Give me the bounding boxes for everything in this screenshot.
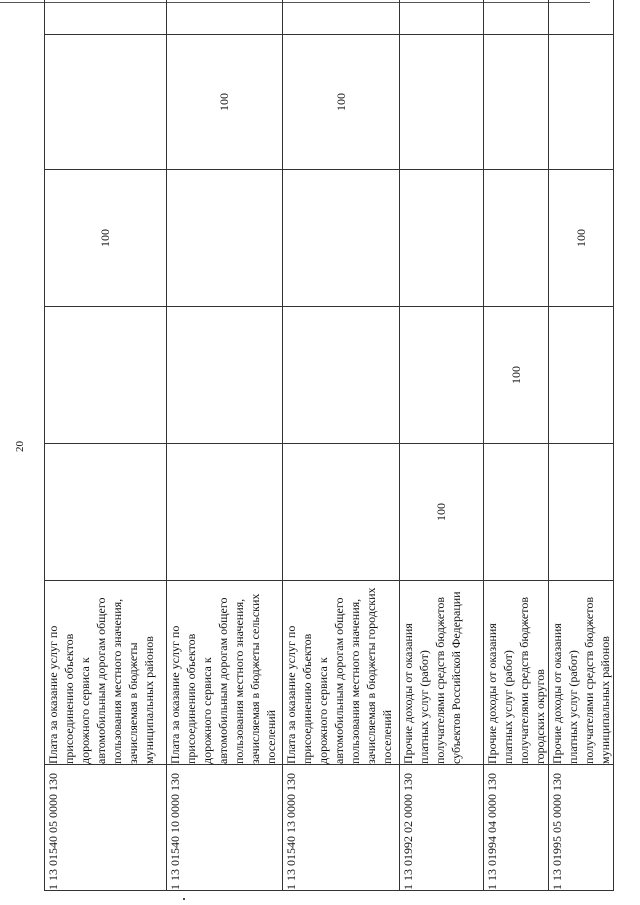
value-cell-3: [484, 170, 549, 307]
table-row: [549, 0, 614, 891]
value-cell-5: [549, 0, 614, 35]
value-cell-4: 100: [167, 35, 283, 170]
value-cell-2: [400, 307, 484, 444]
budget-code-cell: 1 13 01540 10 0000 130: [167, 765, 283, 891]
scan-speck: [183, 898, 185, 900]
revenue-name-cell: Прочие доходы от оказания платных услуг (работ) получателями средств бюджетов субъектов Российской Федерации: [400, 581, 484, 765]
value-cell-5: [45, 0, 167, 35]
budget-code-cell: 1 13 01995 05 0000 130: [549, 765, 614, 891]
page-number: 20: [14, 441, 26, 452]
value-cell-5: [167, 0, 283, 35]
value-cell-1: [45, 444, 167, 581]
revenue-name-cell: Прочие доходы от оказания платных услуг (работ) получателями средств бюджетов муниципальных районов: [549, 581, 614, 765]
value-cell-4: [484, 35, 549, 170]
budget-code-cell: 1 13 01992 02 0000 130: [400, 765, 484, 891]
value-cell-4: [45, 35, 167, 170]
table-row: [45, 0, 167, 891]
value-cell-5: [484, 0, 549, 35]
table-row: [484, 0, 549, 891]
budget-code-cell: 1 13 01540 05 0000 130: [45, 765, 167, 891]
value-cell-2: [549, 307, 614, 444]
budget-code-cell: 1 13 01540 13 0000 130: [283, 765, 400, 891]
rotated-page: [44, 35, 612, 891]
revenue-name-cell: Прочие доходы от оказания платных услуг (работ) получателями средств бюджетов городских округов: [484, 581, 549, 765]
revenue-name-cell: Плата за оказание услуг по присоединению объектов дорожного сервиса к автомобильным дорогам общего пользования местного значения, зачисляемая в бюджеты сельских поселений: [167, 581, 283, 765]
revenue-table: [44, 0, 614, 891]
value-cell-3: [283, 170, 400, 307]
value-cell-5: [400, 0, 484, 35]
value-cell-1: [283, 444, 400, 581]
value-cell-3: 100: [549, 170, 614, 307]
value-cell-4: [549, 35, 614, 170]
revenue-name-cell: Плата за оказание услуг по присоединению объектов дорожного сервиса к автомобильным дорогам общего пользования местного значения, зачисляемая в бюджеты городских поселений: [283, 581, 400, 765]
value-cell-3: [167, 170, 283, 307]
value-cell-1: [167, 444, 283, 581]
budget-code-cell: 1 13 01994 04 0000 130: [484, 765, 549, 891]
value-cell-4: 100: [283, 35, 400, 170]
value-cell-1: [484, 444, 549, 581]
table-row: [167, 0, 283, 891]
value-cell-2: 100: [484, 307, 549, 444]
value-cell-2: [45, 307, 167, 444]
table-row: [283, 0, 400, 891]
value-cell-2: [283, 307, 400, 444]
value-cell-3: 100: [45, 170, 167, 307]
value-cell-3: [400, 170, 484, 307]
revenue-name-cell: Плата за оказание услуг по присоединению объектов дорожного сервиса к автомобильным дорогам общего пользования местного значения, зачисляемая в бюджеты муниципальных районов: [45, 581, 167, 765]
value-cell-2: [167, 307, 283, 444]
table-row: [400, 0, 484, 891]
value-cell-5: [283, 0, 400, 35]
value-cell-1: 100: [400, 444, 484, 581]
value-cell-1: [549, 444, 614, 581]
value-cell-4: [400, 35, 484, 170]
